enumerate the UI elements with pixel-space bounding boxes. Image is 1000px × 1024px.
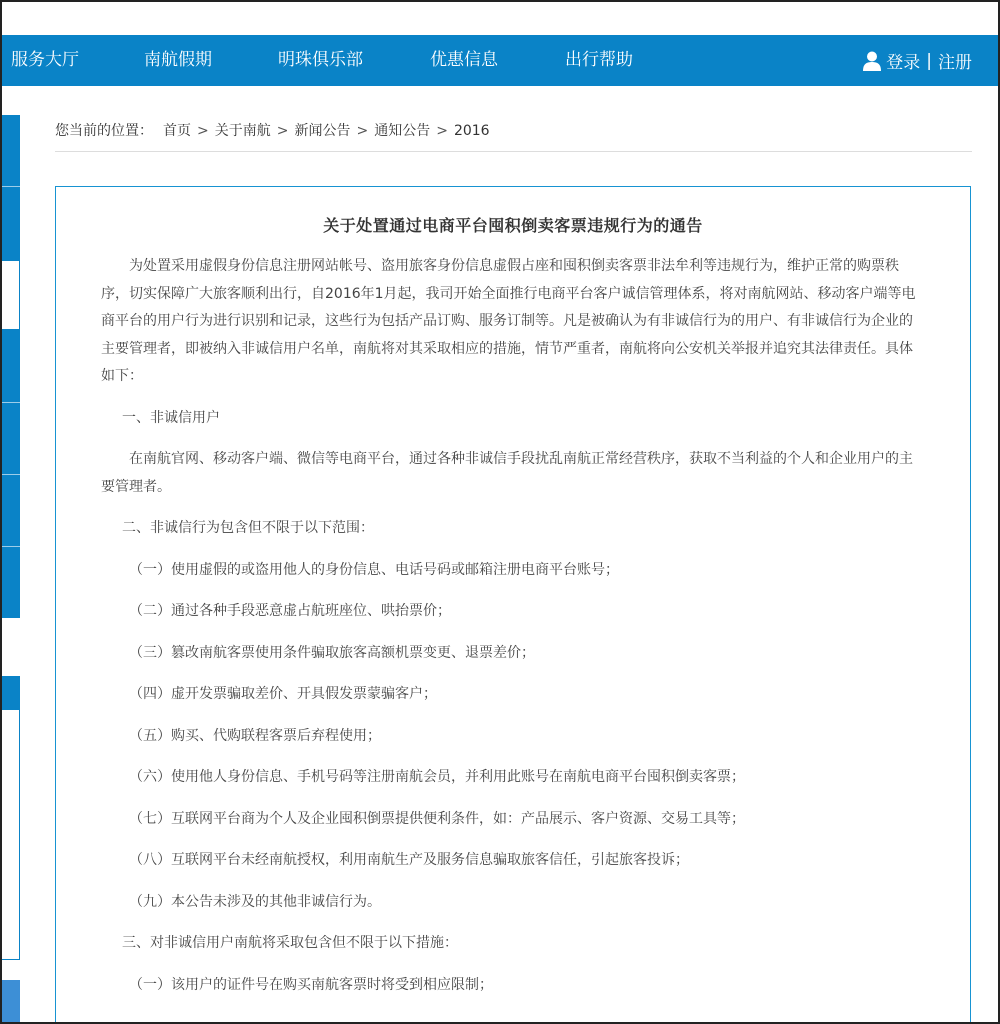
breadcrumb-separator: > — [276, 123, 289, 139]
list-item: （一）该用户的证件号在购买南航客票时将受到相应限制； — [129, 976, 493, 993]
sidebar-panel-body — [2, 710, 20, 960]
breadcrumb-separator: > — [436, 123, 448, 139]
sidebar-divider — [2, 186, 20, 187]
section-paragraph: 在南航官网、移动客户端、微信等电商平台，通过各种非诚信手段扰乱南航正常经营秩序，获取不当利益的个人和企业用户的主要管理者。 — [101, 451, 913, 495]
sidebar-divider — [2, 402, 20, 403]
breadcrumb-year[interactable]: 2016 — [453, 123, 490, 139]
list-item: （八）互联网平台未经南航授权，利用南航生产及服务信息骗取旅客信任，引起旅客投诉； — [129, 852, 689, 868]
breadcrumb-notices[interactable]: 通知公告 — [374, 123, 431, 139]
register-link[interactable]: 注册 — [938, 53, 972, 73]
login-separator: | — [926, 50, 932, 71]
nav-item-promotions[interactable]: 优惠信息 — [430, 50, 498, 70]
list-item: （二）通过各种手段恶意虚占航班座位、哄抬票价； — [129, 603, 451, 619]
list-item: （五）购买、代购联程客票后弃程使用； — [129, 727, 381, 744]
section-heading: 一、非诚信用户 — [122, 409, 220, 426]
breadcrumb — [55, 120, 972, 152]
breadcrumb-home[interactable]: 首页 — [163, 123, 191, 139]
breadcrumb-separator: > — [197, 123, 209, 139]
sidebar-divider — [2, 546, 20, 547]
nav-item-travel-help[interactable]: 出行帮助 — [565, 50, 633, 70]
article-title: 关于处置通过电商平台囤积倒卖客票违规行为的通告 — [323, 216, 703, 235]
breadcrumb-separator: > — [356, 123, 369, 139]
section-heading: 三、对非诚信用户南航将采取包含但不限于以下措施： — [122, 935, 458, 951]
nav-item-pearl-club[interactable]: 明珠俱乐部 — [278, 50, 363, 70]
login-link[interactable]: 登录 — [886, 53, 921, 73]
sidebar-tab-active[interactable] — [2, 260, 20, 330]
list-item: （九）本公告未涉及的其他非诚信行为。 — [129, 893, 381, 910]
list-item: （一）使用虚假的或盗用他人的身份信息、电话号码或邮箱注册电商平台账号； — [129, 561, 619, 578]
nav-item-service-hall[interactable]: 服务大厅 — [11, 50, 79, 70]
article-panel — [55, 186, 971, 1024]
nav-item-holidays[interactable]: 南航假期 — [144, 50, 212, 70]
list-item: （四）虚开发票骗取差价、开具假发票蒙骗客户； — [129, 686, 437, 702]
user-icon — [863, 51, 881, 71]
sidebar-panel-header — [2, 676, 20, 710]
sidebar-divider — [2, 474, 20, 475]
main-nav-bar — [0, 35, 1000, 86]
breadcrumb-about[interactable]: 关于南航 — [214, 123, 271, 139]
section-heading: 二、非诚信行为包含但不限于以下范围： — [122, 520, 374, 536]
sidebar-banner[interactable] — [2, 980, 20, 1024]
breadcrumb-news[interactable]: 新闻公告 — [294, 123, 351, 139]
list-item: （三）篡改南航客票使用条件骗取旅客高额机票变更、退票差价； — [129, 644, 535, 661]
breadcrumb-prefix: 您当前的位置： — [55, 123, 153, 139]
sidebar-tab-upper[interactable] — [2, 115, 20, 260]
list-item: （七）互联网平台商为个人及企业囤积倒票提供便利条件，如：产品展示、客户资源、交易工具等； — [129, 810, 745, 827]
login-register-area — [863, 35, 972, 86]
article-intro: 为处置采用虚假身份信息注册网站帐号、盗用旅客身份信息虚假占座和囤积倒卖客票非法牟利等违规行为，维护正常的购票秩序，切实保障广大旅客顺利出行，自2016年1月起，我司开始全面推行电商平台客户诚信管理体系，将对南航网站、移动客户端等电商平台的用户行为进行识别和记录，这些行为包括产品订购、服务订制等。凡是被确认为有非诚信行为的用户、有非诚信行为企业的主要管理者，即被纳入非诚信用户名单，南航将对其采取相应的措施，情节严重者，南航将向公安机关举报并追究其法律责任。具体如下： — [101, 258, 916, 384]
list-item: （六）使用他人身份信息、手机号码等注册南航会员，并利用此账号在南航电商平台囤积倒卖客票； — [129, 769, 745, 785]
